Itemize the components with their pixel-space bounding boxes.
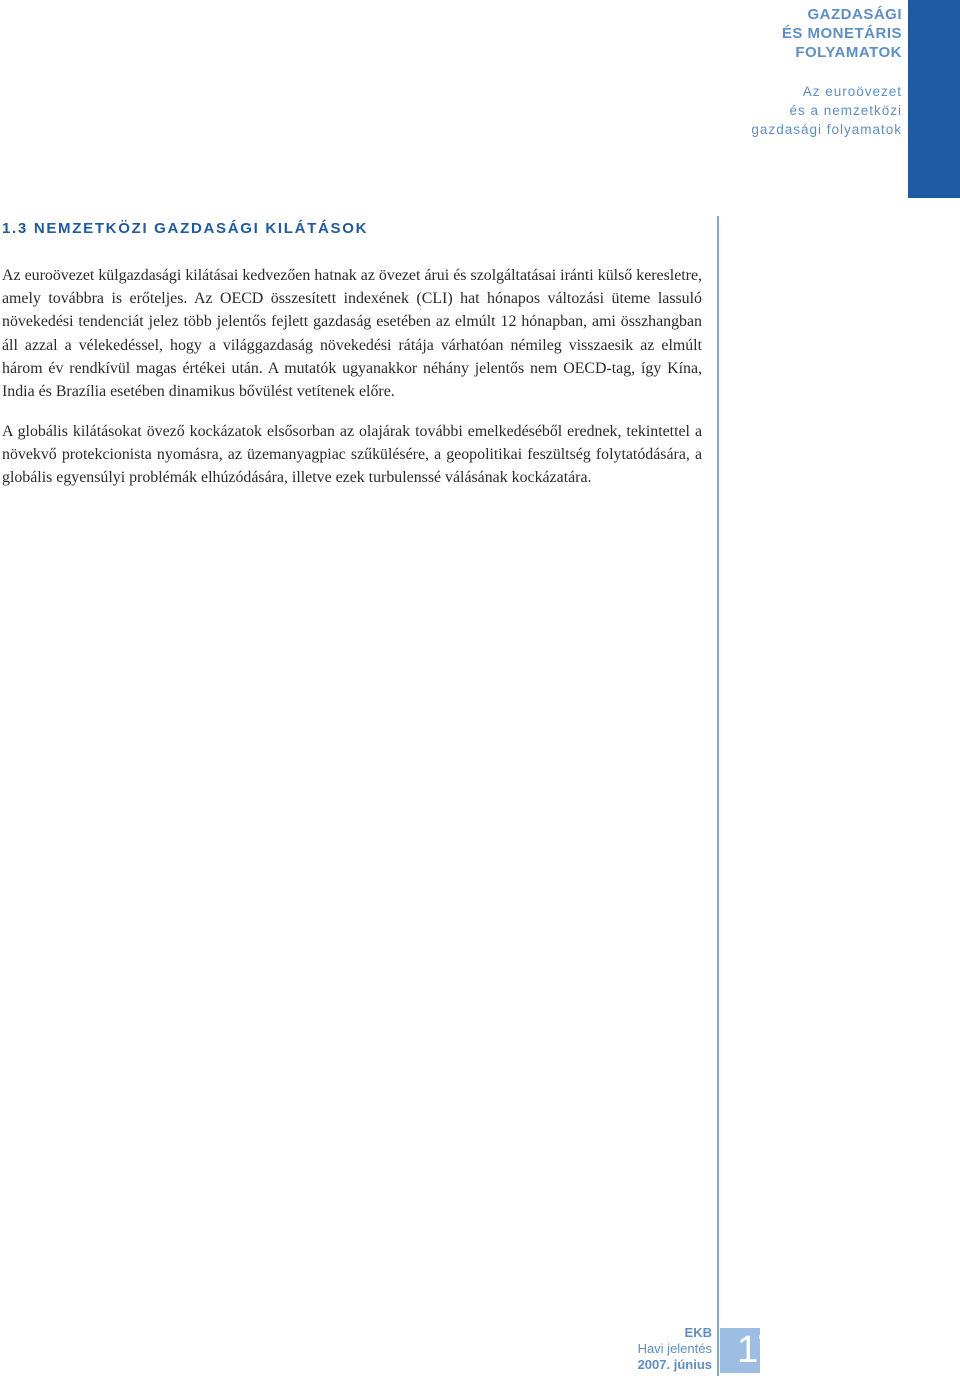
- header-subtitle-line: Az euroövezet: [802, 84, 902, 99]
- footer-date: 2007. június: [637, 1357, 712, 1372]
- header-title-line: ÉS MONETÁRIS: [781, 25, 902, 42]
- header-title-line: GAZDASÁGI: [807, 6, 902, 23]
- body-paragraph: Az euroövezet külgazdasági kilátásai kedvezően hatnak az övezet árui és szolgáltatásai iránti külső keresletre, amely továbbra is erőteljes. Az OECD összesített indexének (CLI) hat hónapos változási üteme lassuló növekedési tendenciát jelez több jelentős fejlett gazdaság esetében az elmúlt 12 hónapban, ami összhangban áll azzal a vélekedéssel, hogy a világgazdaság növekedési rátája várhatóan némileg visszaesik az elmúlt három év rendkívül magas értékei után. A mutatók ugyanakkor néhány jelentős nem OECD-tag, így Kína, India és Brazília esetében dinamikus bővülést vetítenek előre.: [2, 267, 702, 401]
- column-divider: [717, 216, 719, 1376]
- footer-publication: Havi jelentés: [637, 1341, 712, 1356]
- body-paragraph: A globális kilátásokat övező kockázatok elsősorban az olajárak további emelkedéséből erednek, tekintettel a növekvő protekcionista nyomásra, az üzemanyagpiac szűkülésére, a geopolitikai feszültség folytatódására, a globális egyensúlyi problémák elhúzódására, illetve ezek turbulenssé válásának kockázatára.: [2, 423, 702, 487]
- footer-publisher: EKB: [684, 1325, 712, 1340]
- section-heading: 1.3 NEMZETKÖZI GAZDASÁGI KILÁTÁSOK: [2, 220, 369, 237]
- page-number: 17: [737, 1329, 778, 1371]
- footer-publication-info: [638, 1325, 712, 1373]
- header-subtitle-line: gazdasági folyamatok: [751, 122, 902, 137]
- header-subtitle-line: és a nemzetközi: [789, 103, 902, 118]
- running-header-title: [782, 5, 902, 62]
- header-color-block: [908, 0, 960, 198]
- header-title-line: FOLYAMATOK: [795, 44, 902, 61]
- running-header-subtitle: [751, 82, 902, 139]
